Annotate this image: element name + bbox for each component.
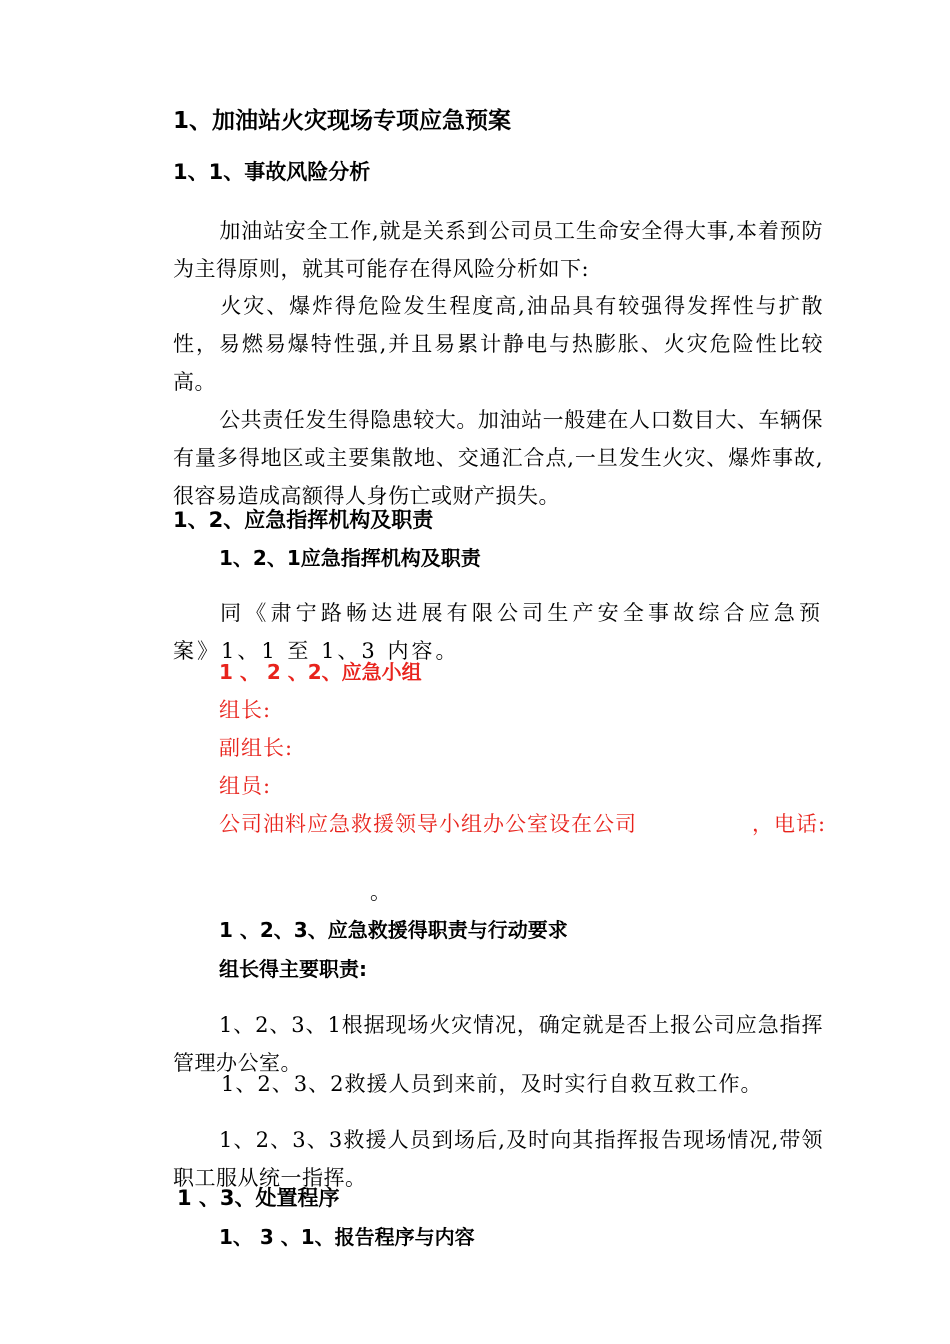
group-members-label: 组员: (219, 774, 272, 798)
section-1-2-2-heading: 1 、 2 、2、应急小组 (219, 660, 422, 684)
section-1-2-1-heading: 1、2、1应急指挥机构及职责 (219, 546, 481, 570)
section-1-1-paragraph-3: 公共责任发生得隐患较大。加油站一般建在人口数目大、车辆保有量多得地区或主要集散地、交通汇合点,一旦发生火灾、爆炸事故,很容易造成高额得人身伤亡或财产损失。 (173, 408, 823, 508)
group-leader-label: 组长: (219, 698, 272, 722)
duty-item-3: 1、2、3、3救援人员到场后,及时向其指挥报告现场情况,带领职工服从统一指挥。 (173, 1128, 823, 1190)
section-1-3-1-heading: 1、 3 、1、报告程序与内容 (219, 1225, 475, 1249)
duty-item-1: 1、2、3、1根据现场火灾情况，确定就是否上报公司应急指挥管理办公室。 (173, 1013, 823, 1075)
office-phone-label: ，电话: (752, 812, 827, 836)
section-1-2-3-heading: 1 、2、3、应急救援得职责与行动要求 (219, 918, 568, 942)
section-1-1-paragraph-2: 火灾、爆炸得危险发生程度高,油品具有较强得发挥性与扩散性，易燃易爆特性强,并且易累计静电与热膨胀、火灾危险性比较高。 (173, 294, 823, 394)
section-1-2-1-paragraph: 同《肃宁路畅达进展有限公司生产安全事故综合应急预案》1、1 至 1、3 内容。 (173, 601, 823, 663)
section-1-2-heading: 1、2、应急指挥机构及职责 (173, 508, 434, 532)
section-1-3-heading: 1 、3、处置程序 (177, 1186, 340, 1210)
deputy-leader-label: 副组长: (219, 736, 294, 760)
duty-item-2: 1、2、3、2救援人员到来前，及时实行自救互救工作。 (221, 1072, 763, 1096)
leader-duties-subheading: 组长得主要职责: (219, 957, 367, 981)
document-title: 1、加油站火灾现场专项应急预案 (173, 108, 512, 134)
section-1-1-heading: 1、1、事故风险分析 (173, 160, 371, 184)
section-1-1-paragraph-1: 加油站安全工作,就是关系到公司员工生命安全得大事,本着预防为主得原则，就其可能存在得风险分析如下: (173, 219, 823, 281)
sentence-end-mark: 。 (370, 880, 392, 904)
office-location-text: 公司油料应急救援领导小组办公室设在公司 (219, 812, 637, 836)
